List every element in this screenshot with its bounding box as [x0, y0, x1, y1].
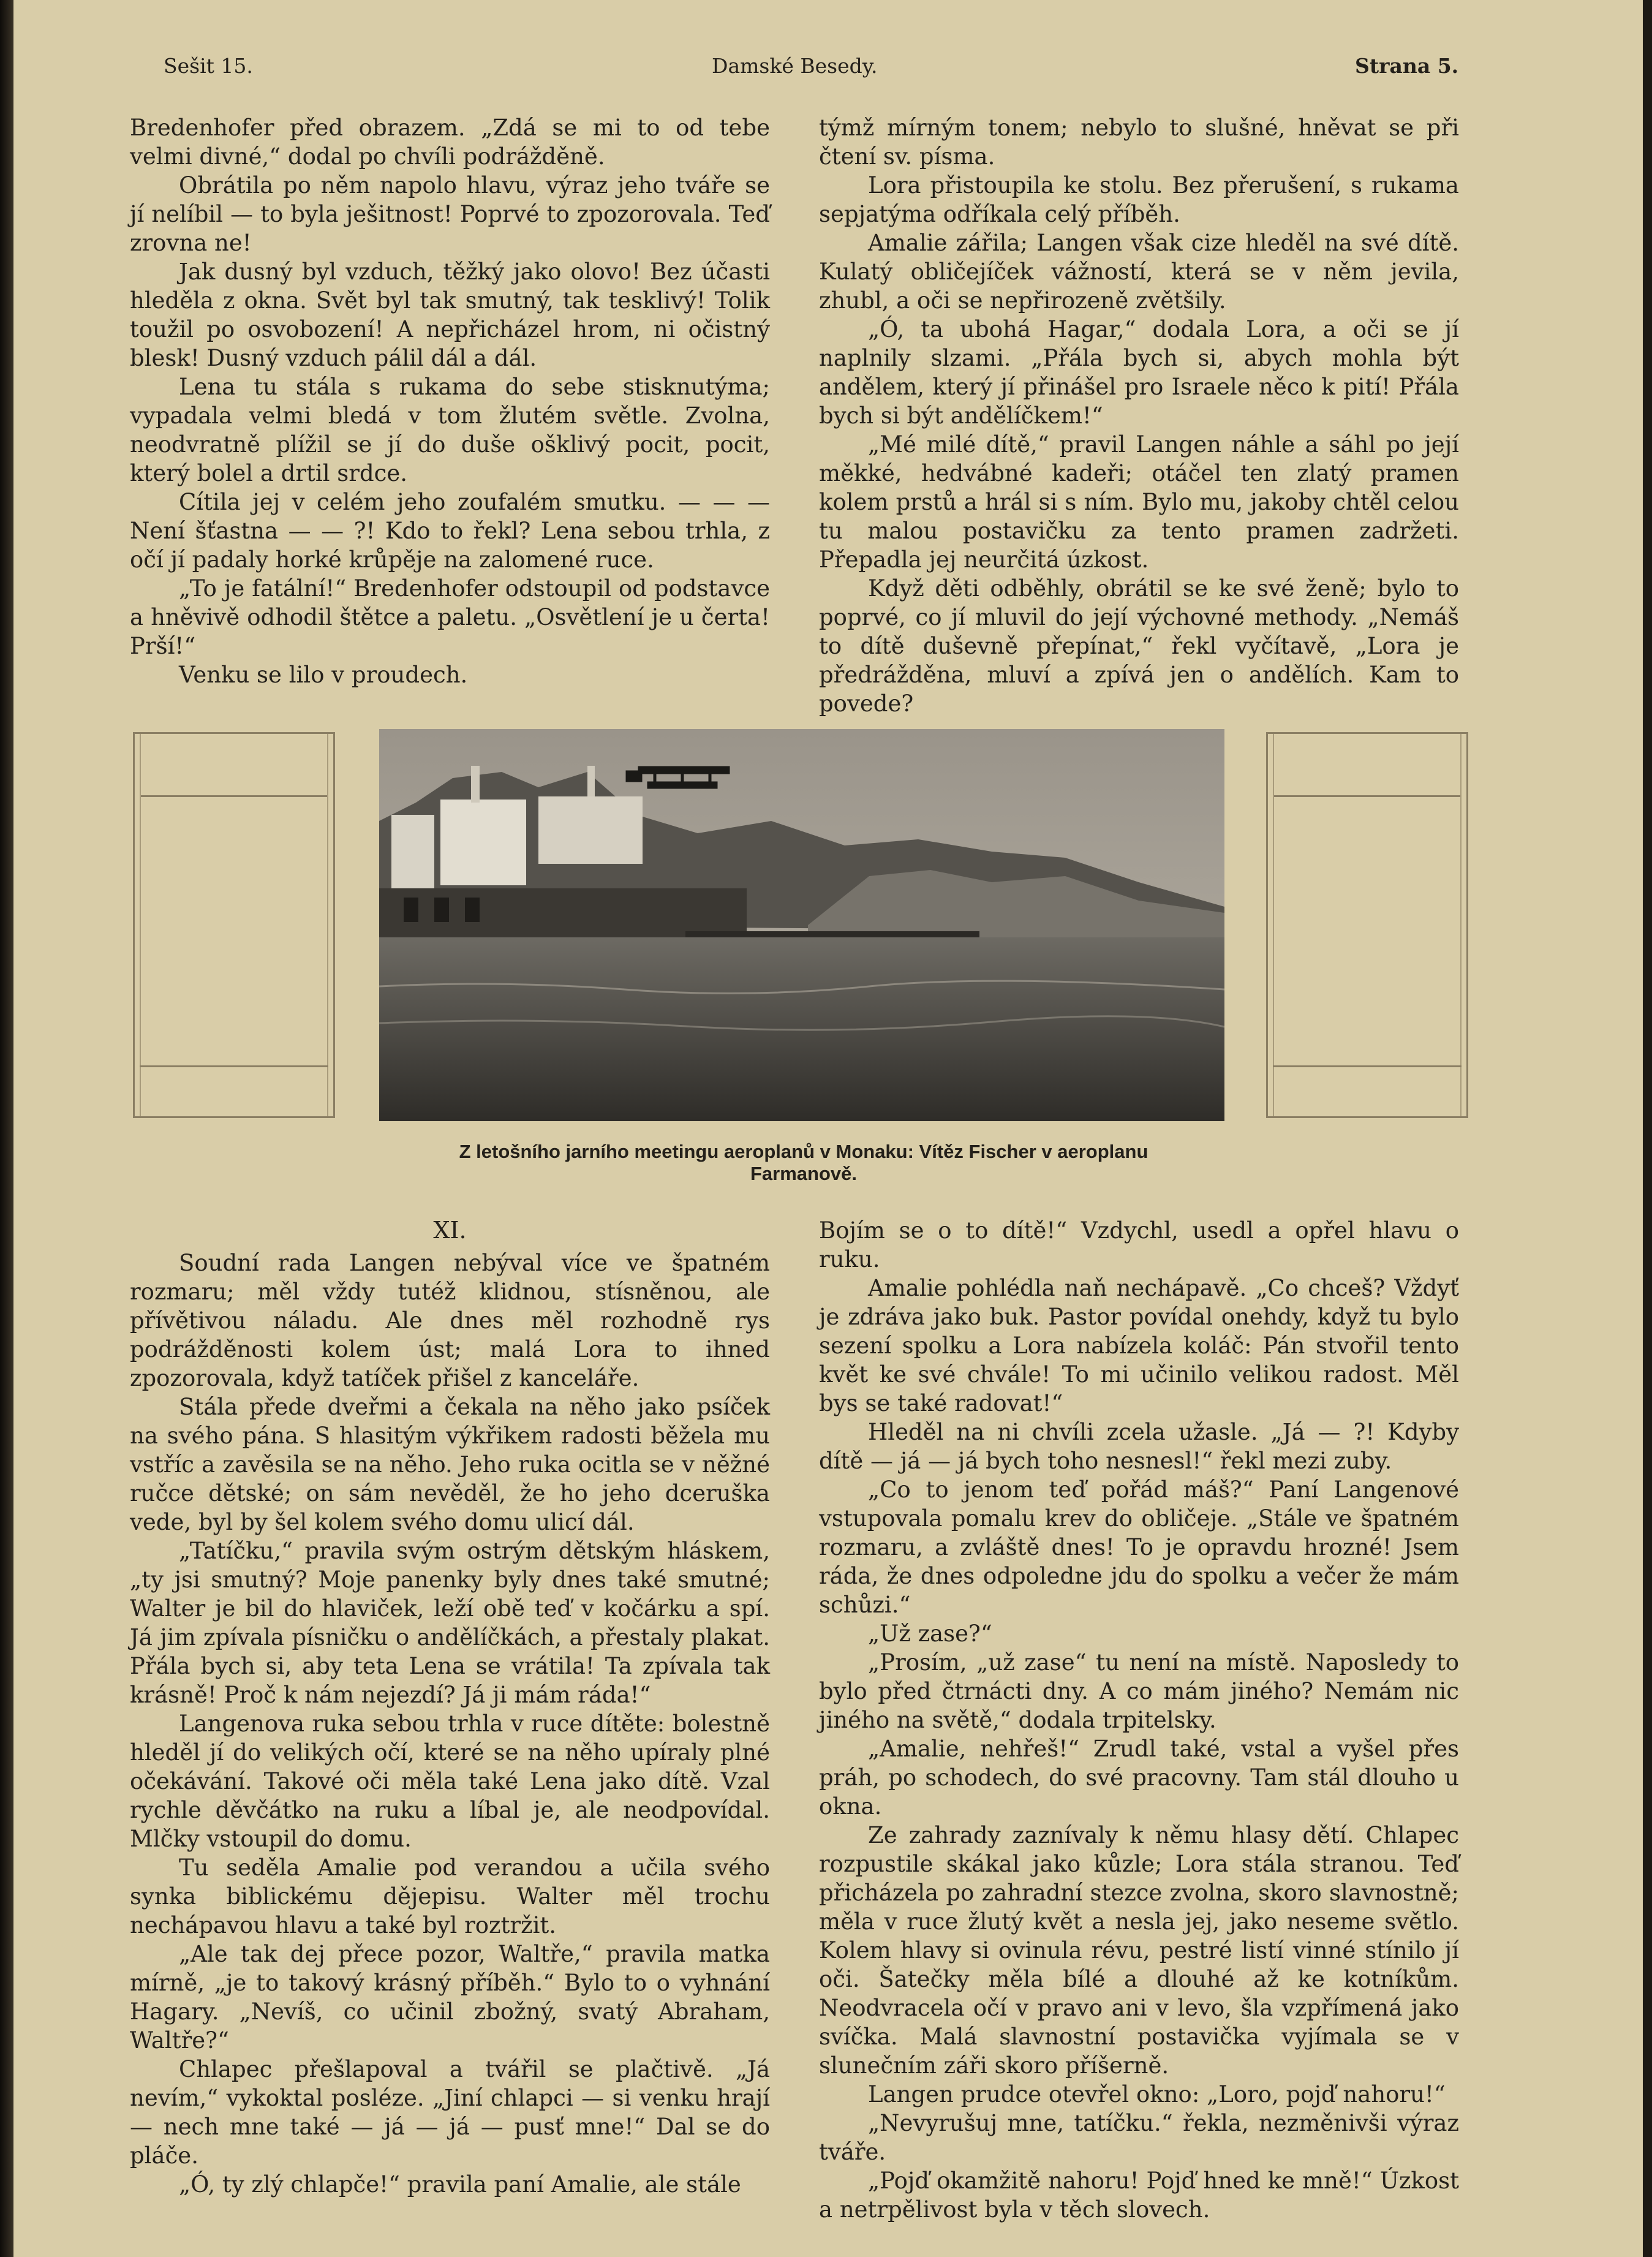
magazine-title: Damské Besedy. [712, 54, 878, 78]
paragraph: Amalie pohlédla naň nechápavě. „Co chceš? Vždyť je zdráva jako buk. Pastor povídal onehdy, když tu bylo sezení spolku a Lora nabízela koláč: Pán stvořil tento květ ke své chvále! To mi učinilo velikou radost. Měl bys se také radovat!“ [819, 1275, 1459, 1416]
decorative-frame-left [133, 732, 335, 1118]
paragraph: „Ó, ta ubohá Hagar,“ dodala Lora, a oči se jí naplnily slzami. „Přála bych si, abych mohla být andělem, který jí přinášel pro Israele něco k pití! Přála bych si být andělíčkem!“ [819, 316, 1459, 429]
issue-number: Sešit 15. [164, 54, 253, 78]
paragraph: týmž mírným tonem; nebylo to slušné, hněvat se při čtení sv. písma. [819, 115, 1459, 170]
paragraph: Langen prudce otevřel okno: „Loro, pojď nahoru!“ [868, 2081, 1446, 2108]
paragraph: „Nevyrušuj mne, tatíčku.“ řekla, nezměnivši výraz tváře. [819, 2110, 1459, 2165]
paragraph: Amalie zářila; Langen však cize hleděl na své dítě. Kulatý obličejíček vážností, která se v něm jevila, zhubl, a oči se nepřirozeně zvětšily. [819, 230, 1459, 314]
photo-caption: Z letošního jarního meetingu aeroplanů v Monaku: Vítěz Fischer v aeroplanu Farmanově. [459, 1141, 1148, 1184]
paragraph: „Co to jenom teď pořád máš?“ Paní Langenové vstupovala pomalu krev do obličeje. „Stále ve špatném rozmaru, a zvláště dnes! To je opravdu hrozné! Jsem ráda, že dnes odpoledne jdu do spolku a večer že mám schůzi.“ [819, 1476, 1459, 1618]
paragraph: „Pojď okamžitě nahoru! Pojď hned ke mně!“ Úzkost a netrpělivost byla v těch slovech. [819, 2168, 1459, 2223]
decorative-frame-right [1266, 732, 1468, 1118]
paragraph: Tu seděla Amalie pod verandou a učila svého synka biblickému dějepisu. Walter měl trochu nechápavou hlavu a také byl roztržit. [130, 1854, 770, 1938]
paragraph: „Ale tak dej přece pozor, Waltře,“ pravila matka mírně, „je to takový krásný příběh.“ Bylo to o vyhnání Hagary. „Nevíš, co učinil zbožný, svatý Abraham, Waltře?“ [130, 1941, 770, 2054]
column-bottom-left [130, 1216, 770, 2199]
paragraph: Lora přistoupila ke stolu. Bez přerušení, s rukama sepjatýma odříkala celý příběh. [819, 172, 1459, 227]
paragraph: „To je fatální!“ Bredenhofer odstoupil od podstavce a hněvivě odhodil štětce a paletu. „Osvětlení je u čerta! Prší!“ [130, 575, 770, 659]
magazine-page [13, 0, 1643, 2257]
paragraph: Bojím se o to dítě!“ Vzdychl, usedl a opřel hlavu o ruku. [819, 1217, 1459, 1272]
paragraph: „Tatíčku,“ pravila svým ostrým dětským hláskem, „ty jsi smutný? Moje panenky byly dnes také smutné; Walter je bil do hlaviček, leží obě teď v kočárku a spí. Já jim zpívala písničku o andělíčkách, a přestaly plakat. Přála bych si, aby teta Lena se vrátila! Ta zpívala tak krásně! Proč k nám nejezdí? Já ji mám ráda!“ [130, 1538, 770, 1708]
paragraph: Když děti odběhly, obrátil se ke své ženě; bylo to poprvé, co jí mluvil do její výchovné methody. „Nemáš to dítě duševně přepínat,“ řekl vyčítavě, „Lora je předrážděna, mluví a zpívá jen o andělích. Kam to povede? [819, 575, 1459, 717]
paragraph: Obrátila po něm napolo hlavu, výraz jeho tváře se jí nelíbil — to byla ješitnost! Poprvé to zpozorovala. Teď zrovna ne! [130, 172, 770, 256]
paragraph: Cítila jej v celém jeho zoufalém smutku. — — — Není šťastna — — ?! Kdo to řekl? Lena sebou trhla, z očí jí padaly horké krůpěje na zalomené ruce. [130, 489, 770, 573]
paragraph: „Amalie, nehřeš!“ Zrudl také, vstal a vyšel přes práh, po schodech, do své pracovny. Tam stál dlouho u okna. [819, 1736, 1459, 1820]
page-spine-edge [0, 0, 13, 2257]
paragraph: „Mé milé dítě,“ pravil Langen náhle a sáhl po její měkké, hedvábné kadeři; otáčel ten zlatý pramen kolem prstů a hrál si s ním. Bylo mu, jakoby chtěl celou tu malou postavičku za tento pramen zadržeti. Přepadla jej neurčitá úzkost. [819, 431, 1459, 573]
paragraph: Ze zahrady zaznívaly k němu hlasy dětí. Chlapec rozpustile skákal jako kůzle; Lora stála stranou. Teď přicházela po zahradní stezce zvolna, skoro slavnostně; měla v ruce žlutý květ a nesla jej, jako neseme světlo. Kolem hlavy si ovinula révu, pestré listí vinné stínilo jí oči. Šatečky měla bílé a dlouhé až ke kotníkům. Neodvracela očí v pravo ani v levo, šla vzpřímená jako svíčka. Malá slavnostní postavička vyjímala se v slunečním záři skoro příšerně. [819, 1822, 1459, 2079]
running-header [13, 54, 1643, 85]
paragraph: Bredenhofer před obrazem. „Zdá se mi to od tebe velmi divné,“ dodal po chvíli podrážděně. [130, 115, 770, 170]
page-number: Strana 5. [1355, 54, 1459, 78]
aeroplane-photograph [379, 729, 1224, 1121]
paragraph: „Ó, ty zlý chlapče!“ pravila paní Amalie, ale stále [179, 2171, 741, 2198]
paragraph: Lena tu stála s rukama do sebe stisknutýma; vypadala velmi bledá v tom žlutém světle. Zvolna, neodvratně plížil se jí do duše ošklivý pocit, pocit, který bolel a drtil srdce. [130, 374, 770, 486]
paragraph: Chlapec přešlapoval a tvářil se plačtivě. „Já nevím,“ vykoktal posléze. „Jiní chlapci — si venku hrají — nech mne také — já — já — pusť mne!“ Dal se do pláče. [130, 2056, 770, 2169]
paragraph: „Už zase?“ [868, 1620, 992, 1647]
paragraph: „Prosím, „už zase“ tu není na místě. Naposledy to bylo před čtrnácti dny. A co mám jiného? Nemám nic jiného na světě,“ dodala trpitelsky. [819, 1649, 1459, 1733]
column-bottom-right [819, 1216, 1459, 2224]
paragraph: Jak dusný byl vzduch, těžký jako olovo! Bez účasti hleděla z okna. Svět byl tak smutný, tak tesklivý! Tolik toužil po osvobození! A nepřicházel hrom, ni očistný blesk! Dusný vzduch pálil dál a dál. [130, 259, 770, 371]
paragraph: Stála přede dveřmi a čekala na něho jako psíček na svého pána. S hlasitým výkřikem radosti běžela mu vstříc a zavěsila se na něho. Jeho ruka ocitla se v něžné ručce dětské; on sám nevěděl, že ho jeho dceruška vede, byl by šel kolem svého domu ulicí dál. [130, 1394, 770, 1535]
paragraph: Soudní rada Langen nebýval více ve špatném rozmaru; měl vždy tutéž klidnou, stísněnou, ale přívětivou náladu. Ale dnes měl rozhodně rys podrážděnosti kolem úst; malá Lora to ihned zpozorovala, když tatíček přišel z kanceláře. [130, 1250, 770, 1391]
column-top-left [130, 113, 770, 689]
chapter-heading: XI. [433, 1217, 467, 1244]
paragraph: Langenova ruka sebou trhla v ruce dítěte: bolestně hleděl jí do velikých očí, které se na něho upíraly plné očekávání. Takové oči měla také Lena jako dítě. Vzal rychle děvčátko na ruku a líbal je, ale neodpovídal. Mlčky vstoupil do domu. [130, 1711, 770, 1852]
paragraph: Venku se lilo v proudech. [179, 662, 468, 688]
paragraph: Hleděl na ni chvíli zcela užasle. „Já — ?! Kdyby dítě — já — já bych toho nesnesl!“ řekl mezi zuby. [819, 1419, 1459, 1474]
column-top-right [819, 113, 1459, 718]
